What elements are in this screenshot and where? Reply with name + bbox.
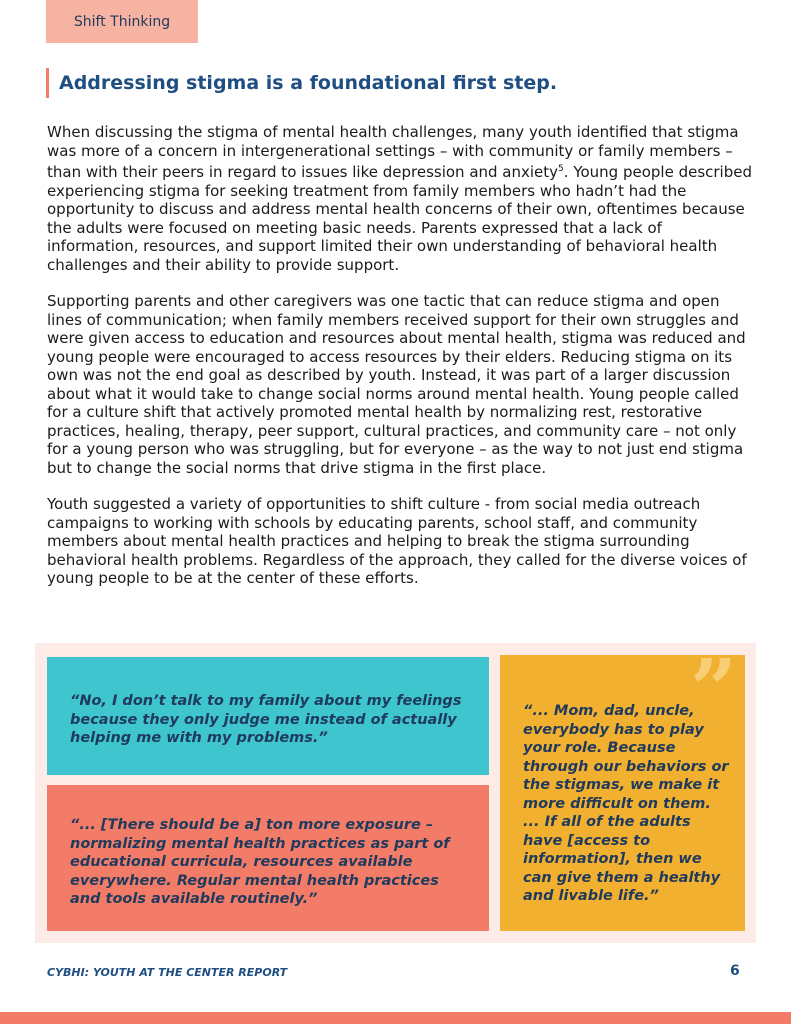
paragraph-1-end: . Young people described experiencing stigma for seeking treatment from family members who hadn’t had the opportunity to discuss and address mental health concerns of their own, oftentimes because the adults were focused on meeting basic needs. Parents expressed that a lack of information, resources, and support limited their own understanding of behavioral health challenges and their ability to provide support. bbox=[47, 163, 752, 274]
bottom-accent-bar bbox=[0, 1012, 791, 1024]
section-tab bbox=[46, 0, 198, 43]
quote-text-3: “... Mom, dad, uncle, everybody has to play your role. Because through our behaviors or the stigmas, we make it more difficult on them. ... If all of the adults have [access to information], then we can give them a healthy and livable life.” bbox=[523, 703, 729, 904]
paragraph-2: Supporting parents and other caregivers was one tactic that can reduce stigma and open lines of communication; when family members received support for their own struggles and were given access to education and resources about mental health, stigma was reduced and young people were encouraged to access resources by their elders. Reducing stigma on its own was not the end goal as described by youth. Instead, it was part of a larger discussion about what it would take to change social norms around mental health. Young people called for a culture shift that actively promoted mental health by normalizing rest, restorative practices, healing, therapy, peer support, cultural practices, and community care – not only for a young person who was struggling, but for everyone – as the way to not just end stigma but to change the social norms that drive stigma in the first place. bbox=[47, 292, 746, 477]
section-heading bbox=[46, 68, 557, 98]
quote-box-gold bbox=[500, 642, 745, 931]
body-text bbox=[47, 123, 752, 606]
section-heading-text: Addressing stigma is a foundational first step. bbox=[59, 72, 558, 94]
quote-box-coral bbox=[47, 785, 489, 931]
quotation-mark-icon: ” bbox=[689, 642, 737, 738]
footer-report-title: CYBHI: YOUTH AT THE CENTER REPORT bbox=[47, 966, 288, 979]
quote-text-2: “... [There should be a] ton more exposure – normalizing mental health practices as part of educational curricula, resources available everywhere. Regular mental health practices and tools available routinely.” bbox=[70, 817, 450, 907]
paragraph-3: Youth suggested a variety of opportunities to shift culture - from social media outreach campaigns to working with schools by educating parents, school staff, and community members about mental health practices and helping to break the stigma surrounding behavioral health problems. Regardless of the approach, they called for the diverse voices of young people to be at the center of these efforts. bbox=[47, 495, 747, 587]
page-number: 6 bbox=[730, 963, 740, 979]
paragraph-1 bbox=[47, 123, 752, 274]
quote-box-teal bbox=[47, 657, 489, 775]
section-tab-label: Shift Thinking bbox=[73, 13, 171, 30]
paragraph-1-start: When discussing the stigma of mental health challenges, many youth identified that stigma was more of a concern in intergenerational settings – with community or family members – than with their peers in regard to issues like depression and anxiety bbox=[47, 123, 739, 181]
footnote-ref[interactable]: 5 bbox=[558, 164, 564, 174]
quote-text-1: “No, I don’t talk to my family about my feelings because they only judge me instead of actually helping me with my problems.” bbox=[70, 693, 462, 746]
